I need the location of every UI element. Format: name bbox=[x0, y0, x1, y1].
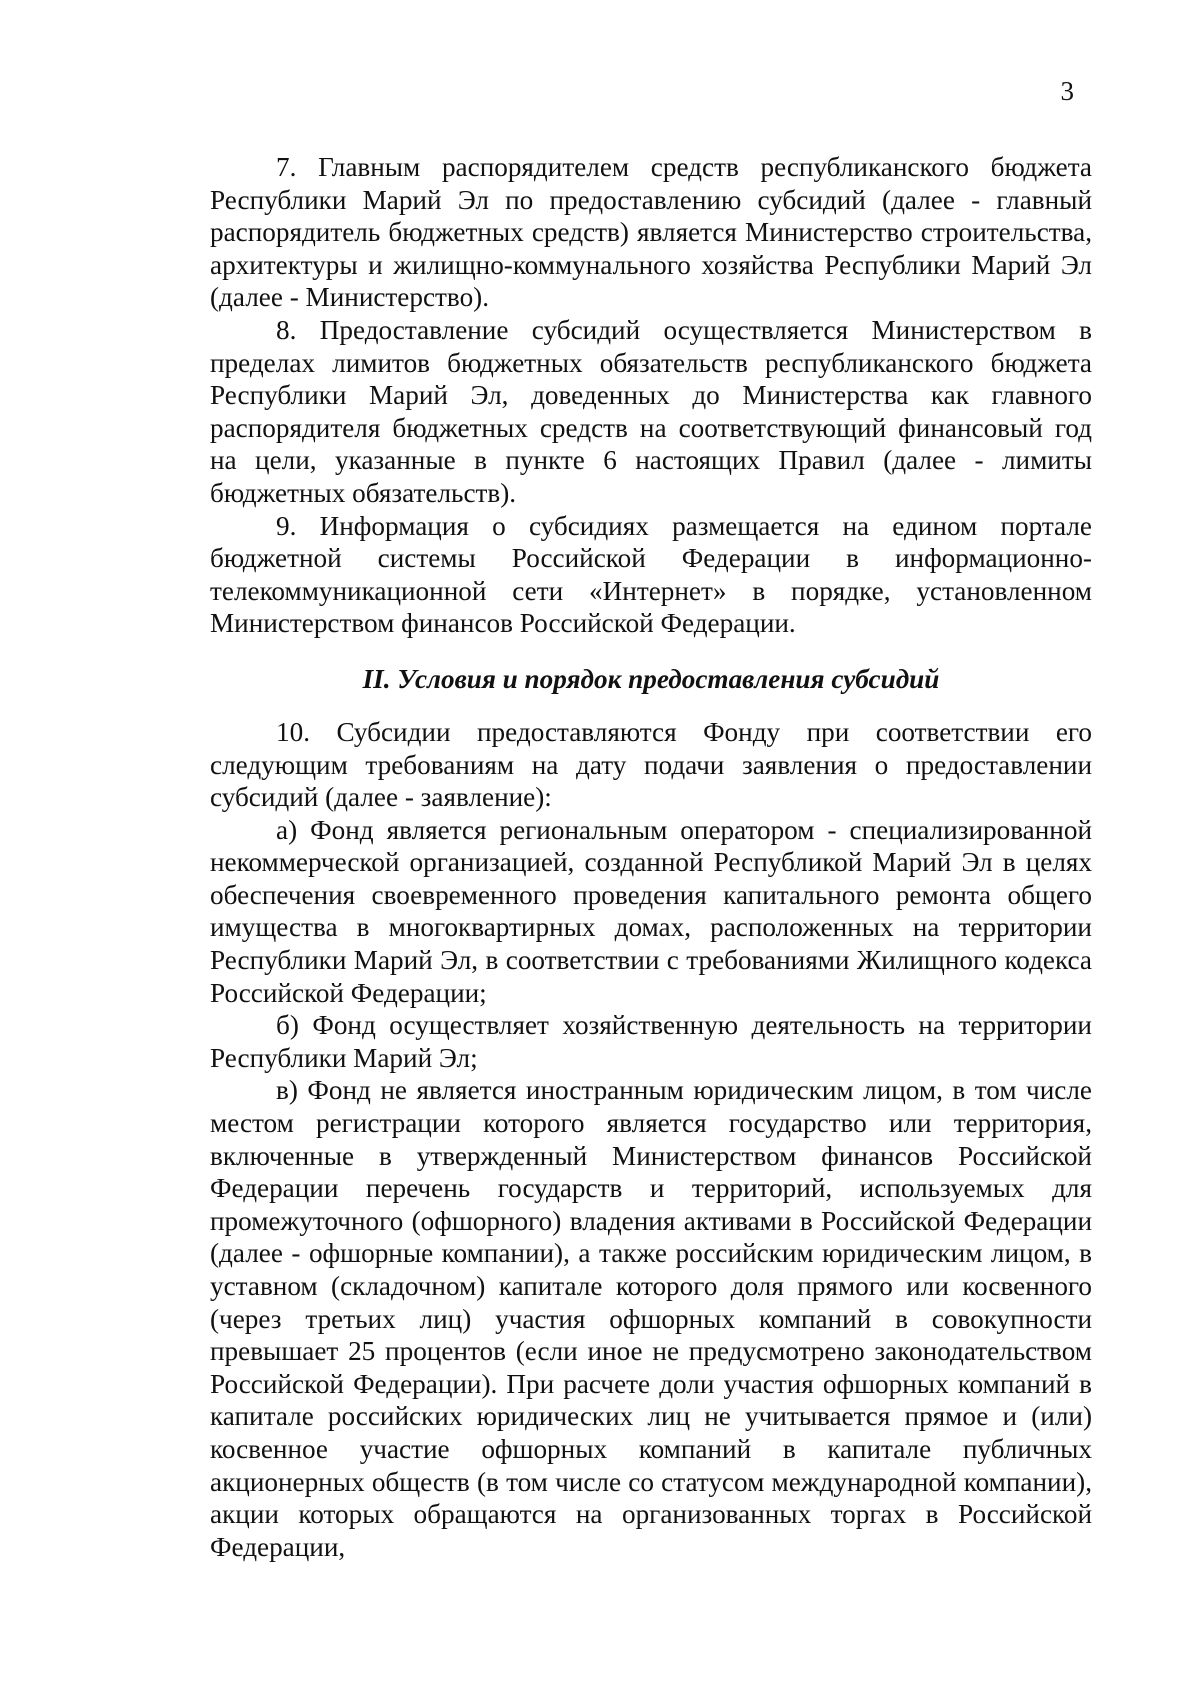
paragraph-subitem-b: б) Фонд осуществляет хозяйственную деятельность на территории Республики Марий Эл; bbox=[210, 1010, 1092, 1073]
paragraph-item-8: 8. Предоставление субсидий осуществляется Министерством в пределах лимитов бюджетных обязательств республиканского бюджета Республики Марий Эл, доведенных до Министерства как главного распорядителя бюджетных средств на соответствующий финансовый год на цели, указанные в пункте 6 настоящих Правил (далее - лимиты бюджетных обязательств). bbox=[210, 314, 1092, 508]
paragraph-item-9: 9. Информация о субсидиях размещается на едином портале бюджетной системы Российской Федерации в информационно-телекоммуникационной сети «Интернет» в порядке, установленном Министерством финансов Российской Федерации. bbox=[210, 510, 1092, 639]
paragraph-item-7: 7. Главным распорядителем средств республиканского бюджета Республики Марий Эл по предоставлению субсидий (далее - главный распорядитель бюджетных средств) является Министерство строительства, архитектуры и жилищно-коммунального хозяйства Республики Марий Эл (далее - Министерство). bbox=[210, 152, 1092, 313]
page-number: 3 bbox=[1060, 76, 1074, 106]
section-heading: II. Условия и порядок предоставления субсидий bbox=[362, 663, 940, 694]
document-body bbox=[210, 151, 1092, 1563]
paragraph-item-10: 10. Субсидии предоставляются Фонду при соответствии его следующим требованиям на дату подачи заявления о предоставлении субсидий (далее - заявление): bbox=[210, 716, 1092, 813]
paragraph-subitem-a: а) Фонд является региональным оператором - специализированной некоммерческой организацией, созданной Республикой Марий Эл в целях обеспечения своевременного проведения капитального ремонта общего имущества в многоквартирных домах, расположенных на территории Республики Марий Эл, в соответствии с требованиями Жилищного кодекса Российской Федерации; bbox=[210, 814, 1092, 1008]
paragraph-subitem-v: в) Фонд не является иностранным юридическим лицом, в том числе местом регистрации которого является государство или территория, включенные в утвержденный Министерством финансов Российской Федерации перечень государств и территорий, используемых для промежуточного (офшорного) владения активами в Российской Федерации (далее - офшорные компании), а также российским юридическим лицом, в уставном (складочном) капитале которого доля прямого или косвенного (через третьих лиц) участия офшорных компаний в совокупности превышает 25 процентов (если иное не предусмотрено законодательством Российской Федерации). При расчете доли участия офшорных компаний в капитале российских юридических лиц не учитывается прямое и (или) косвенное участие офшорных компаний в капитале публичных акционерных обществ (в том числе со статусом международной компании), акции которых обращаются на организованных торгах в Российской Федерации, bbox=[210, 1075, 1092, 1562]
